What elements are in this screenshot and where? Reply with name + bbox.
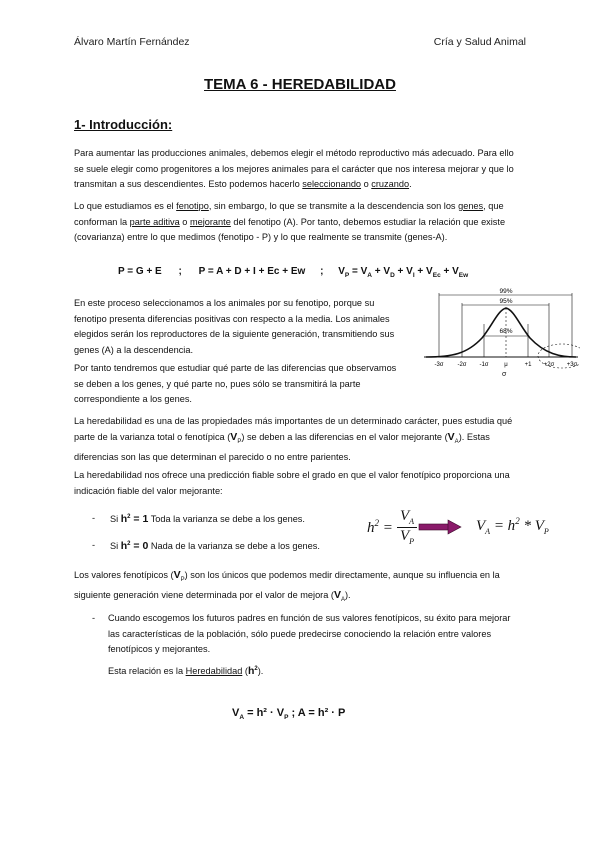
header-author: Álvaro Martín Fernández <box>74 36 190 48</box>
tick-label: -1σ <box>479 362 489 368</box>
relation-line: Esta relación es la Heredabilidad $(h^2)$. <box>108 665 264 677</box>
paragraph-phenotype: Lo que estudiamos es el fenotipo, sin embargo, lo que se transmite a la descendencia son los genes, que conforman la parte aditiva o mejorante del fenotipo (A). Por tanto, debemos estudiar la relación que existe (covarianza) entre lo que medimos (fenotipo - P) y lo que realmente se transmite (genes-A). <box>74 201 506 242</box>
paragraph-heritability: La heredabilidad es una de las propiedades más importantes de un determinado carácter, pues estudia qué parte de la varianza total o fenotípica $(V_P)$ se deben a las diferencias en el valor mejorante $(V_A)$. Estas diferencias son las que determinan el parecido o no entre parientes. <box>74 416 513 462</box>
paragraph-prediction: La heredabilidad nos ofrece una predicción fiable sobre el grado en que el valor fenotípico proporciona una indicación fiable del valor mejorante: <box>74 470 510 496</box>
label-95: 95% <box>499 298 513 305</box>
tick-label: -2σ <box>457 362 467 368</box>
header-course: Cría y Salud Animal <box>433 36 526 48</box>
tick-label: +1 <box>524 362 532 368</box>
normal-distribution-figure <box>422 286 580 370</box>
formula-phenotype-decomposition: P = G + E ; P = A + D + I + Ec + Ew ; $V_P = V_A + V_D + V_I + V_{Ec} + V_{Ew}$ <box>118 266 469 279</box>
document-title: TEMA 6 - HEREDABILIDAD <box>204 76 396 93</box>
label-99: 99% <box>499 288 513 295</box>
tick-label: μ <box>504 362 508 368</box>
bullet-parents: - Cuando escogemos los futuros padres en función de sus valores fenotípicos, su éxito para mejorar las características de la población, sólo puede predecirse conociendo la relación entre valores fenotípicos y mejorantes. <box>92 613 511 654</box>
sigma-label: σ <box>502 371 507 378</box>
tick-label: +2σ <box>543 362 555 368</box>
equation-va: $V_A = h^2 * V_P$ <box>476 516 549 536</box>
label-68: 68% <box>499 328 513 335</box>
section-heading: 1- Introducción: <box>74 117 173 132</box>
paragraph-phenotypic-values: Los valores fenotípicos $(V_P)$ son los únicos que podemos medir directamente, aunque su influencia en la siguiente generación viene determinada por el valor de mejora $(V_A)$. <box>74 569 500 604</box>
arrow-icon <box>418 519 462 535</box>
paragraph-genes-part: Por tanto tendremos que estudiar qué parte de las diferencias que observamos se deben a los genes, y qué parte no, pues sólo se transmitirá la parte correspondiente a los genes. <box>74 363 397 404</box>
bullet-h2-zero: - Si $h^2 = 0$ Nada de la varianza se debe a los genes. <box>92 540 320 552</box>
bullet-h2-one: - Si $h^2 = 1$ Toda la varianza se debe a los genes. <box>92 513 305 525</box>
formula-breeding-value: $V_A = h^2 \cdot V_P$ ; A = h² · P <box>232 707 346 722</box>
paragraph-intro: Para aumentar las producciones animales, debemos elegir el método reproductivo más adecuado. Para ello se suele elegir como progenitores a los mejores animales para el carácter que nos interesa mejorar y que lo transmitan a sus descendientes. Esto podemos hacerlo seleccionando o cruzando. <box>74 148 514 189</box>
tick-label: +3σ <box>566 362 578 368</box>
paragraph-selection: En este proceso seleccionamos a los animales por su fenotipo, porque su fenotipo presenta diferencias positivas con respecto a la media. Los animales elegidos serán los reproductores de la siguiente generación, transmitiendo sus genes (A) a la descendencia. <box>74 298 395 355</box>
tick-label: -3σ <box>434 362 444 368</box>
